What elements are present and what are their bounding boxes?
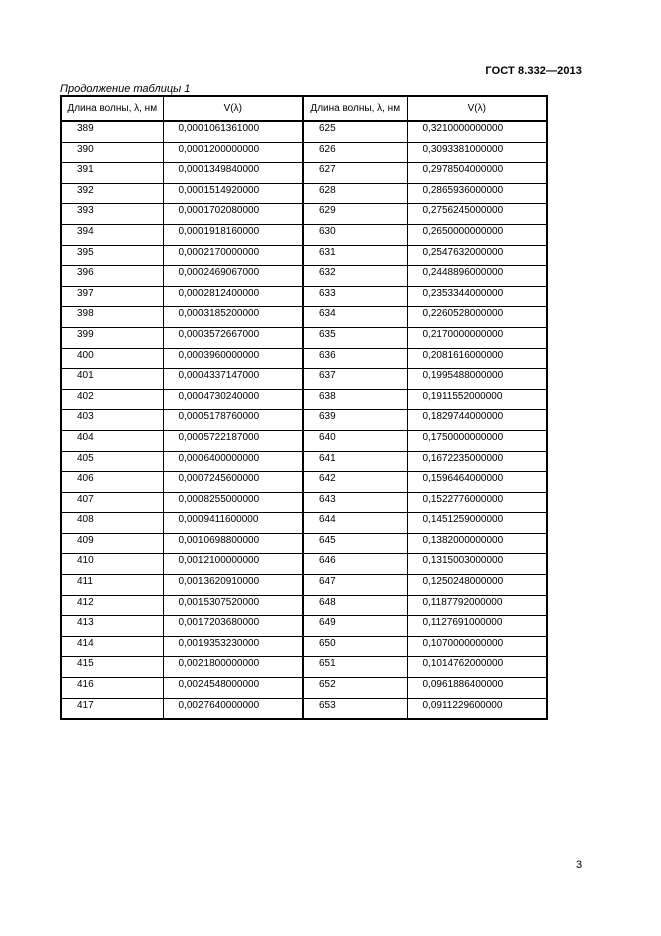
- wavelength-cell: 414: [61, 636, 163, 657]
- wavelength-cell-2: 630: [303, 224, 407, 245]
- v-lambda-cell: 0,0005722187000: [163, 430, 303, 451]
- table-row: [61, 121, 547, 142]
- v-lambda-cell: 0,0013620910000: [163, 575, 303, 596]
- wavelength-cell-2: 641: [303, 451, 407, 472]
- wavelength-cell: 400: [61, 348, 163, 369]
- wavelength-cell-2: 626: [303, 142, 407, 163]
- v-lambda-cell-2: 0,1911552000000: [407, 389, 547, 410]
- table-row: [61, 636, 547, 657]
- wavelength-cell: 395: [61, 245, 163, 266]
- v-lambda-cell-2: 0,1382000000000: [407, 533, 547, 554]
- table-row: [61, 698, 547, 719]
- table-row: [61, 163, 547, 184]
- v-lambda-cell-2: 0,1315003000000: [407, 554, 547, 575]
- wavelength-cell: 399: [61, 327, 163, 348]
- v-lambda-cell-2: 0,2978504000000: [407, 163, 547, 184]
- luminous-efficiency-table: [60, 95, 548, 720]
- table-row: [61, 513, 547, 534]
- v-lambda-cell: 0,0021800000000: [163, 657, 303, 678]
- table-row: [61, 575, 547, 596]
- v-lambda-cell: 0,0002170000000: [163, 245, 303, 266]
- wavelength-cell: 413: [61, 616, 163, 637]
- v-lambda-cell-2: 0,1995488000000: [407, 369, 547, 390]
- v-lambda-cell: 0,0001702080000: [163, 204, 303, 225]
- column-header-v-lambda: V(λ): [163, 96, 303, 121]
- wavelength-cell: 417: [61, 698, 163, 719]
- v-lambda-cell: 0,0001349840000: [163, 163, 303, 184]
- v-lambda-cell: 0,0019353230000: [163, 636, 303, 657]
- table-caption: Продолжение таблицы 1: [60, 83, 191, 95]
- wavelength-cell-2: 635: [303, 327, 407, 348]
- wavelength-cell: 389: [61, 121, 163, 142]
- wavelength-cell: 393: [61, 204, 163, 225]
- table-row: [61, 204, 547, 225]
- table-row: [61, 286, 547, 307]
- wavelength-cell-2: 646: [303, 554, 407, 575]
- wavelength-cell-2: 631: [303, 245, 407, 266]
- wavelength-cell-2: 650: [303, 636, 407, 657]
- v-lambda-cell: 0,0007245600000: [163, 472, 303, 493]
- wavelength-cell: 398: [61, 307, 163, 328]
- v-lambda-cell: 0,0001200000000: [163, 142, 303, 163]
- wavelength-cell-2: 652: [303, 678, 407, 699]
- v-lambda-cell: 0,0001514920000: [163, 183, 303, 204]
- wavelength-cell-2: 645: [303, 533, 407, 554]
- v-lambda-cell-2: 0,1070000000000: [407, 636, 547, 657]
- v-lambda-cell: 0,0008255000000: [163, 492, 303, 513]
- v-lambda-cell: 0,0002469067000: [163, 266, 303, 287]
- table-body: [61, 121, 547, 719]
- wavelength-cell: 415: [61, 657, 163, 678]
- table-row: [61, 369, 547, 390]
- v-lambda-cell: 0,0004337147000: [163, 369, 303, 390]
- v-lambda-cell: 0,0010698800000: [163, 533, 303, 554]
- wavelength-cell-2: 628: [303, 183, 407, 204]
- table-row: [61, 183, 547, 204]
- v-lambda-cell: 0,0005178760000: [163, 410, 303, 431]
- table-row: [61, 430, 547, 451]
- v-lambda-cell: 0,0012100000000: [163, 554, 303, 575]
- page-number: 3: [576, 859, 583, 871]
- v-lambda-cell-2: 0,2865936000000: [407, 183, 547, 204]
- v-lambda-cell-2: 0,2756245000000: [407, 204, 547, 225]
- v-lambda-cell-2: 0,1750000000000: [407, 430, 547, 451]
- table-row: [61, 554, 547, 575]
- wavelength-cell: 416: [61, 678, 163, 699]
- v-lambda-cell-2: 0,1672235000000: [407, 451, 547, 472]
- wavelength-cell: 392: [61, 183, 163, 204]
- wavelength-cell-2: 644: [303, 513, 407, 534]
- wavelength-cell-2: 634: [303, 307, 407, 328]
- wavelength-cell: 394: [61, 224, 163, 245]
- v-lambda-cell-2: 0,1522776000000: [407, 492, 547, 513]
- v-lambda-cell-2: 0,2448896000000: [407, 266, 547, 287]
- wavelength-cell: 397: [61, 286, 163, 307]
- wavelength-cell: 402: [61, 389, 163, 410]
- wavelength-cell: 405: [61, 451, 163, 472]
- v-lambda-cell-2: 0,2650000000000: [407, 224, 547, 245]
- table-row: [61, 245, 547, 266]
- v-lambda-cell-2: 0,0911229600000: [407, 698, 547, 719]
- wavelength-cell: 403: [61, 410, 163, 431]
- table-row: [61, 451, 547, 472]
- v-lambda-cell-2: 0,1596464000000: [407, 472, 547, 493]
- v-lambda-cell-2: 0,0961886400000: [407, 678, 547, 699]
- v-lambda-cell: 0,0003960000000: [163, 348, 303, 369]
- table-row: [61, 678, 547, 699]
- wavelength-cell: 406: [61, 472, 163, 493]
- v-lambda-cell-2: 0,1829744000000: [407, 410, 547, 431]
- wavelength-cell-2: 639: [303, 410, 407, 431]
- v-lambda-cell-2: 0,3093381000000: [407, 142, 547, 163]
- table-row: [61, 142, 547, 163]
- v-lambda-cell: 0,0003185200000: [163, 307, 303, 328]
- v-lambda-cell-2: 0,2081616000000: [407, 348, 547, 369]
- wavelength-cell: 391: [61, 163, 163, 184]
- v-lambda-cell: 0,0003572667000: [163, 327, 303, 348]
- v-lambda-cell-2: 0,1127691000000: [407, 616, 547, 637]
- v-lambda-cell-2: 0,3210000000000: [407, 121, 547, 142]
- column-header-wavelength-2: Длина волны, λ, нм: [303, 96, 407, 121]
- v-lambda-cell-2: 0,2547632000000: [407, 245, 547, 266]
- column-header-v-lambda-2: V(λ): [407, 96, 547, 121]
- v-lambda-cell: 0,0001061361000: [163, 121, 303, 142]
- v-lambda-cell-2: 0,1250248000000: [407, 575, 547, 596]
- table-row: [61, 533, 547, 554]
- v-lambda-cell-2: 0,2353344000000: [407, 286, 547, 307]
- wavelength-cell-2: 648: [303, 595, 407, 616]
- wavelength-cell: 407: [61, 492, 163, 513]
- wavelength-cell-2: 637: [303, 369, 407, 390]
- wavelength-cell: 390: [61, 142, 163, 163]
- wavelength-cell-2: 638: [303, 389, 407, 410]
- v-lambda-cell: 0,0002812400000: [163, 286, 303, 307]
- table-row: [61, 307, 547, 328]
- v-lambda-cell: 0,0015307520000: [163, 595, 303, 616]
- table-row: [61, 327, 547, 348]
- wavelength-cell: 410: [61, 554, 163, 575]
- wavelength-cell-2: 629: [303, 204, 407, 225]
- v-lambda-cell-2: 0,2260528000000: [407, 307, 547, 328]
- standard-designation: ГОСТ 8.332—2013: [485, 65, 582, 77]
- wavelength-cell-2: 643: [303, 492, 407, 513]
- wavelength-cell: 408: [61, 513, 163, 534]
- wavelength-cell-2: 647: [303, 575, 407, 596]
- table-row: [61, 657, 547, 678]
- wavelength-cell: 411: [61, 575, 163, 596]
- wavelength-cell-2: 651: [303, 657, 407, 678]
- wavelength-cell-2: 636: [303, 348, 407, 369]
- table-row: [61, 595, 547, 616]
- v-lambda-cell: 0,0009411600000: [163, 513, 303, 534]
- wavelength-cell-2: 627: [303, 163, 407, 184]
- v-lambda-cell: 0,0017203680000: [163, 616, 303, 637]
- wavelength-cell-2: 649: [303, 616, 407, 637]
- v-lambda-cell-2: 0,1451259000000: [407, 513, 547, 534]
- wavelength-cell-2: 653: [303, 698, 407, 719]
- v-lambda-cell: 0,0004730240000: [163, 389, 303, 410]
- table-row: [61, 472, 547, 493]
- wavelength-cell-2: 632: [303, 266, 407, 287]
- table-row: [61, 410, 547, 431]
- table-row: [61, 224, 547, 245]
- table-row: [61, 616, 547, 637]
- wavelength-cell-2: 633: [303, 286, 407, 307]
- table-row: [61, 266, 547, 287]
- wavelength-cell: 412: [61, 595, 163, 616]
- v-lambda-cell-2: 0,2170000000000: [407, 327, 547, 348]
- wavelength-cell-2: 625: [303, 121, 407, 142]
- v-lambda-cell: 0,0001918160000: [163, 224, 303, 245]
- v-lambda-cell: 0,0027640000000: [163, 698, 303, 719]
- wavelength-cell-2: 640: [303, 430, 407, 451]
- wavelength-cell: 409: [61, 533, 163, 554]
- table-row: [61, 492, 547, 513]
- table-header-row: [61, 96, 547, 121]
- v-lambda-cell: 0,0024548000000: [163, 678, 303, 699]
- v-lambda-cell-2: 0,1187792000000: [407, 595, 547, 616]
- wavelength-cell: 404: [61, 430, 163, 451]
- wavelength-cell: 396: [61, 266, 163, 287]
- wavelength-cell: 401: [61, 369, 163, 390]
- column-header-wavelength: Длина волны, λ, нм: [61, 96, 163, 121]
- v-lambda-cell-2: 0,1014762000000: [407, 657, 547, 678]
- wavelength-cell-2: 642: [303, 472, 407, 493]
- table-row: [61, 389, 547, 410]
- table-row: [61, 348, 547, 369]
- v-lambda-cell: 0,0006400000000: [163, 451, 303, 472]
